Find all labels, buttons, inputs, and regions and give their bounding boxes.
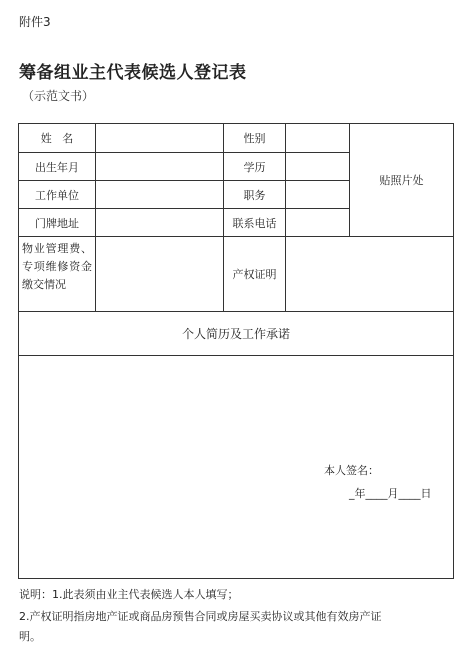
note-line-2: 2.产权证明指房地产证或商品房预售合同或房屋买卖协议或其他有效房产证 — [19, 610, 382, 623]
position-label: 职务 — [243, 188, 266, 202]
note-line-3: 明。 — [19, 630, 41, 643]
birth-label: 出生年月 — [35, 160, 79, 174]
photo-area[interactable]: 贴照片处 — [379, 174, 424, 187]
gender-label: 性别 — [243, 132, 266, 145]
resume-area[interactable] — [19, 356, 453, 578]
registration-form — [18, 123, 454, 579]
signature-label: 本人签名： — [324, 464, 379, 477]
note-line-1: 说明：1.此表须由业主代表候选人本人填写； — [19, 588, 239, 601]
date-line: _年____月____日 — [349, 487, 432, 500]
work-unit-label: 工作单位 — [35, 188, 79, 202]
property-label: 产权证明 — [232, 268, 277, 281]
phone-label: 联系电话 — [232, 216, 277, 230]
form-subtitle: （示范文书） — [22, 89, 95, 103]
education-label: 学历 — [243, 160, 266, 174]
fees-label: 物业管理费、专项维修资金缴交情况 — [22, 242, 92, 291]
birth-field[interactable] — [96, 153, 223, 180]
form-title: 筹备组业主代表候选人登记表 — [19, 63, 247, 83]
name-label: 姓 名 — [40, 132, 74, 145]
resume-header: 个人简历及工作承诺 — [181, 327, 290, 341]
position-field[interactable] — [286, 181, 349, 208]
gender-field[interactable] — [286, 124, 349, 152]
work-unit-field[interactable] — [96, 181, 223, 208]
fees-field[interactable] — [96, 237, 223, 311]
property-field[interactable] — [286, 237, 453, 311]
education-field[interactable] — [286, 153, 349, 180]
phone-field[interactable] — [286, 209, 349, 236]
address-field[interactable] — [96, 209, 223, 236]
name-field[interactable] — [96, 124, 223, 152]
attachment-number: 附件3 — [19, 15, 51, 29]
address-label: 门牌地址 — [35, 216, 79, 230]
